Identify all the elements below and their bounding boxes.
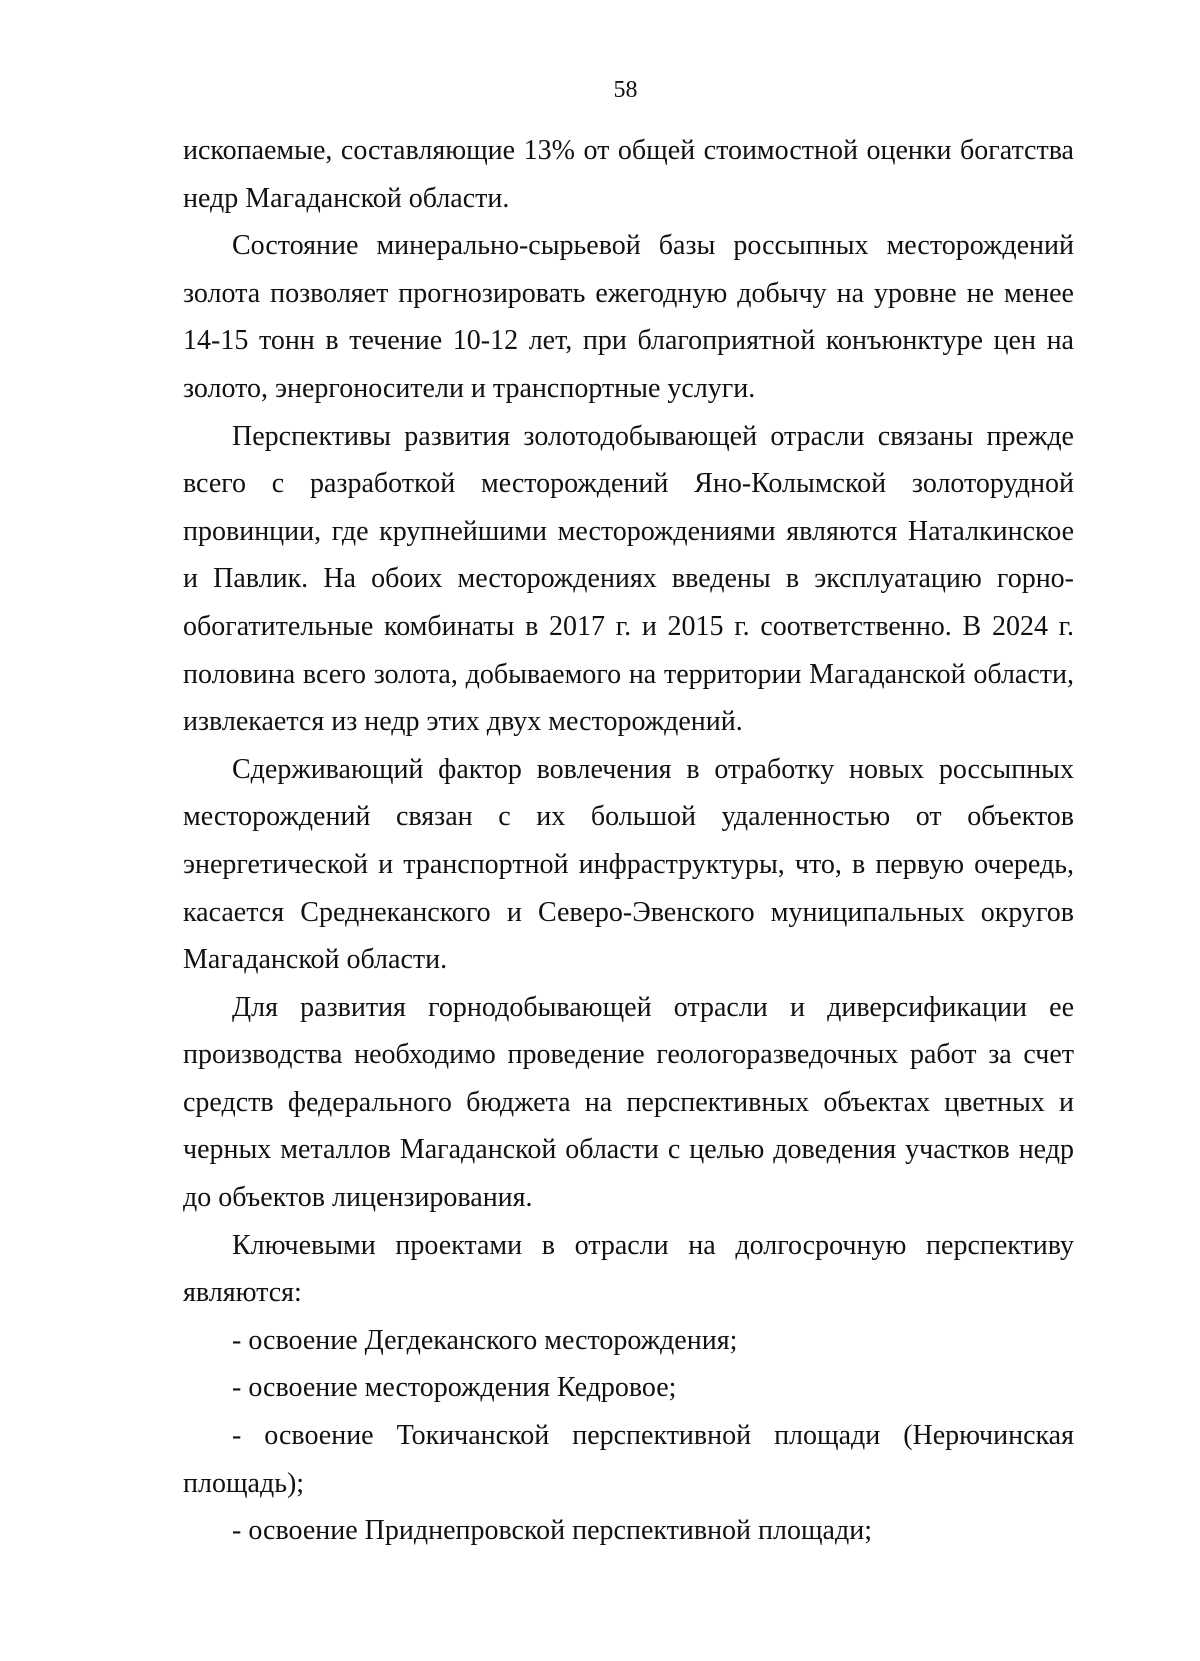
list-item-tokichan: - освоение Токичанской перспективной площади (Нерючинская площадь); — [183, 1420, 1074, 1499]
paragraph-diversification: Для развития горнодобывающей отрасли и диверсификации ее производства необходимо проведение геологоразведочных работ за счет средств федерального бюджета на перспективных объектах цветных и черных металлов Магаданской области с целью доведения участков недр до объектов лицензирования. — [183, 991, 1074, 1214]
list-item-degdekan: - освоение Дегдеканского месторождения; — [232, 1324, 738, 1356]
paragraph-key-projects-intro: Ключевыми проектами в отрасли на долгосрочную перспективу являются: — [183, 1229, 1074, 1309]
paragraph-constraining-factor: Сдерживающий фактор вовлечения в отработку новых россыпных месторождений связан с их большой удаленностью от объектов энергетической и транспортной инфраструктуры, что, в первую очередь, касается Среднеканского и Северо-Эвенского муниципальных округов Магаданской области. — [183, 753, 1074, 976]
paragraph-gold-mining-prospects: Перспективы развития золотодобывающей отрасли связаны прежде всего с разработкой месторождений Яно-Колымской золоторудной провинции, где крупнейшими месторождениями являются Наталкинское и Павлик. На обоих месторождениях введены в эксплуатацию горно-обогатительные комбинаты в 2017 г. и 2015 г. соответственно. В 2024 г. половина всего золота, добываемого на территории Магаданской области, извлекается из недр этих двух месторождений. — [183, 420, 1074, 738]
paragraph-continuation: ископаемые, составляющие 13% от общей стоимостной оценки богатства недр Магаданской области. — [183, 135, 1074, 214]
document-body — [183, 127, 1074, 1555]
page-number: 58 — [613, 77, 638, 103]
list-item-kedrovoe: - освоение месторождения Кедровое; — [232, 1372, 677, 1404]
list-item-pridneprovsk: - освоение Приднепровской перспективной площади; — [232, 1515, 872, 1547]
paragraph-placer-gold-base: Состояние минерально-сырьевой базы россыпных месторождений золота позволяет прогнозировать ежегодную добычу на уровне не менее 14-15 тонн в течение 10-12 лет, при благоприятной конъюнктуре цен на золото, энергоносители и транспортные услуги. — [183, 230, 1074, 404]
